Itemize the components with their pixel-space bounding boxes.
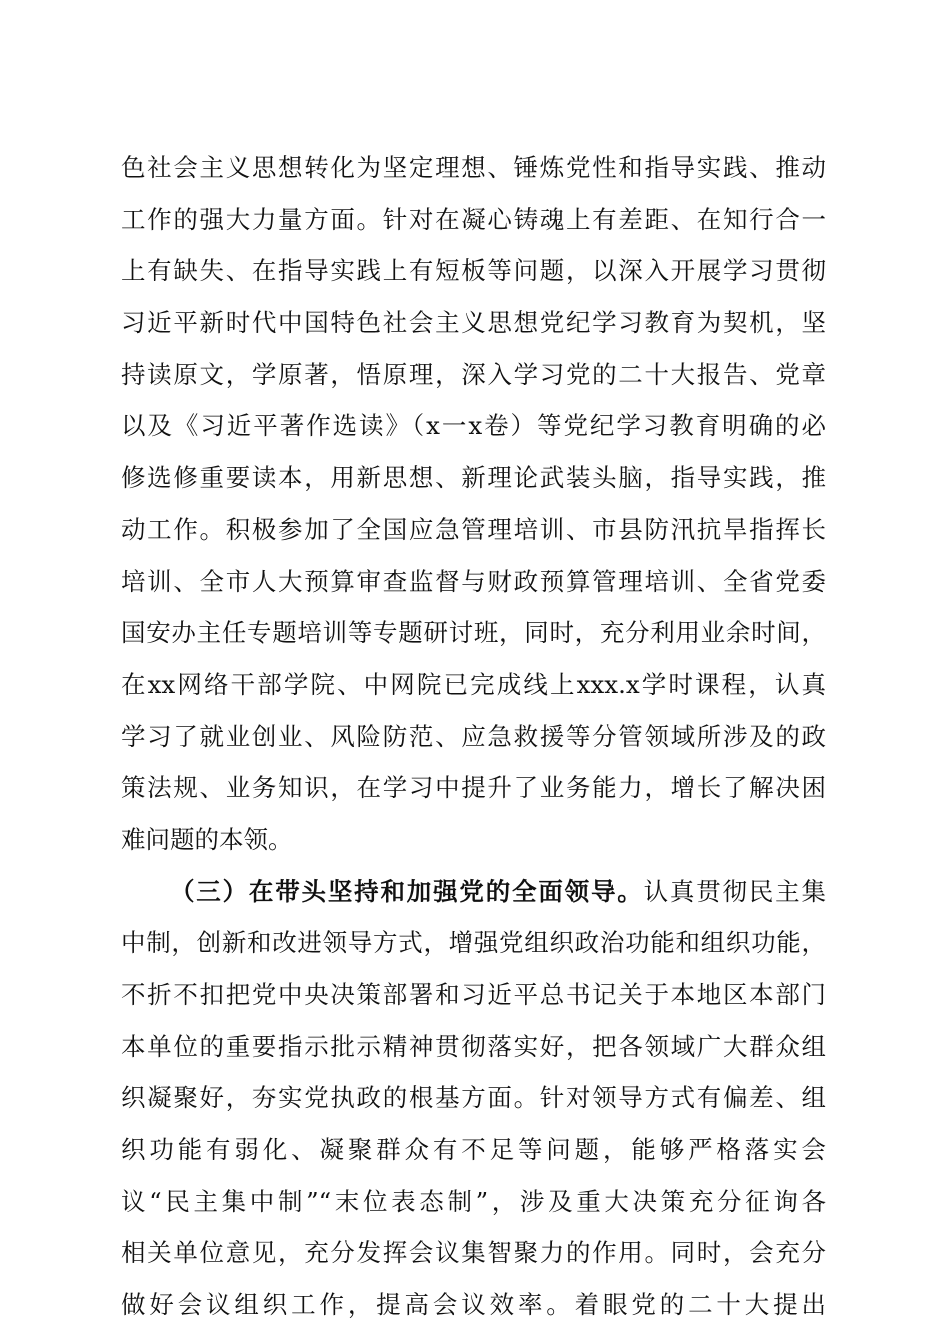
text-line: 相关单位意见，充分发挥会议集智聚力的作用。同时，会充分 (121, 1238, 826, 1268)
section-heading-line (121, 866, 826, 918)
text-line: 不折不扣把党中央决策部署和习近平总书记关于本地区本部门 (121, 980, 826, 1009)
document-body (121, 142, 826, 1331)
text-line: 工作的强大力量方面。针对在凝心铸魂上有差距、在知行合一 (121, 204, 826, 234)
text-line: 持读原文，学原著，悟原理，深入学习党的二十大报告、党章 (121, 359, 826, 389)
text-line: 动工作。积极参加了全国应急管理培训、市县防汛抗旱指挥长 (121, 514, 826, 544)
text-line: 本单位的重要指示批示精神贯彻落实好，把各领域广大群众组 (121, 1031, 826, 1061)
text-line: 议“民主集中制”“末位表态制”，涉及重大决策充分征询各 (121, 1186, 826, 1216)
text-line: 在xx网络干部学院、中网院已完成线上xxx.x学时课程，认真 (121, 669, 826, 699)
text-line: 中制，创新和改进领导方式，增强党组织政治功能和组织功能， (121, 928, 826, 958)
text-line: 织功能有弱化、凝聚群众有不足等问题，能够严格落实会 (121, 1135, 826, 1165)
text-line: 以及《习近平著作选读》（x一x卷）等党纪学习教育明确的必 (121, 411, 826, 441)
text-line: 学习了就业创业、风险防范、应急救援等分管领域所涉及的政 (121, 721, 826, 751)
text-line: 策法规、业务知识，在学习中提升了业务能力，增长了解决困 (121, 773, 826, 803)
text-line: 培训、全市人大预算审查监督与财政预算管理培训、全省党委 (121, 566, 826, 596)
text-line: 难问题的本领。 (121, 824, 293, 854)
text-line: 做好会议组织工作，提高会议效率。着眼党的二十大提出 (121, 1290, 826, 1320)
text-line: 上有缺失、在指导实践上有短板等问题，以深入开展学习贯彻 (121, 256, 826, 286)
text-line: 国安办主任专题培训等专题研讨班，同时，充分利用业余时间， (121, 618, 826, 648)
text-line: 修选修重要读本，用新思想、新理论武装头脑，指导实践，推 (121, 463, 826, 493)
text-line: 习近平新时代中国特色社会主义思想党纪学习教育为契机，坚 (121, 308, 826, 338)
text-line: 织凝聚好，夯实党执政的根基方面。针对领导方式有偏差、组 (121, 1083, 826, 1113)
section-heading-continuation: 认真贯彻民主集 (643, 876, 826, 906)
text-line: 色社会主义思想转化为坚定理想、锤炼党性和指导实践、推动 (121, 153, 826, 182)
section-heading: （三）在带头坚持和加强党的全面领导。 (170, 876, 644, 906)
